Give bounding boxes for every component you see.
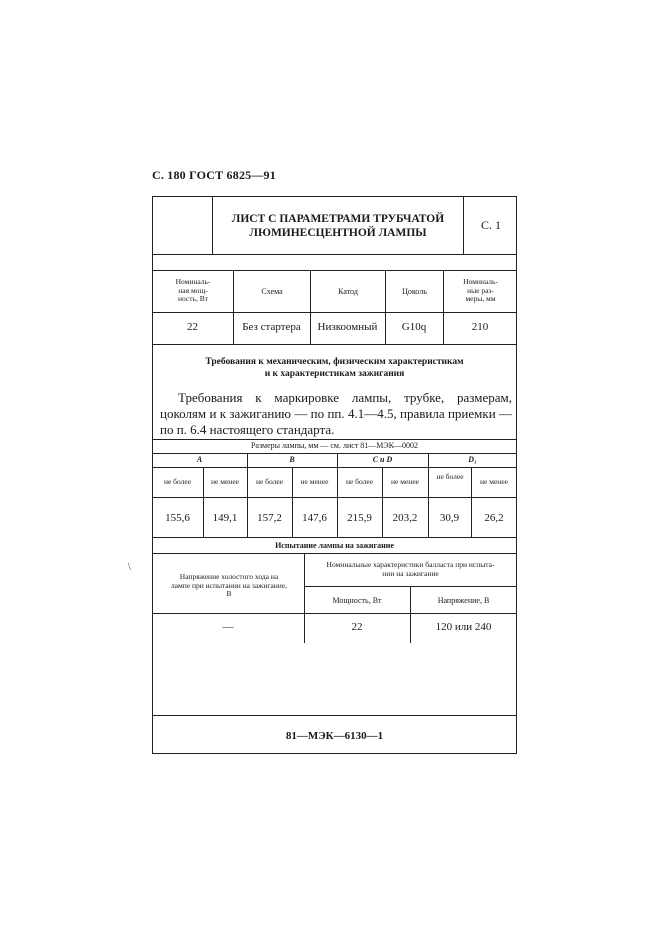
params-header-power-line1: Номиналь- (175, 277, 211, 286)
ignition-right-header-line1: Номинальные характеристики балласта при испыта- (326, 560, 495, 569)
title-line-1: ЛИСТ С ПАРАМЕТРАМИ ТРУБЧАТОЙ (231, 213, 445, 225)
dims-subheader-rule (152, 497, 517, 498)
dims-group-rule (152, 467, 517, 468)
ignition-caption: Испытание лампы на зажигание (275, 541, 394, 550)
dims-group-divider-3 (428, 453, 429, 537)
params-header-base: Цоколь (402, 287, 427, 296)
ignition-sub-divider (410, 586, 411, 643)
params-header-rule (152, 312, 517, 313)
dims-sub-b-max: не более (255, 477, 284, 486)
dims-value-b-max: 157,2 (257, 512, 282, 524)
params-bottom-rule (152, 344, 517, 345)
params-header-scheme: Схема (261, 287, 283, 296)
params-header-power (155, 278, 231, 304)
params-header-dim-line1: Номиналь- (463, 277, 498, 286)
dims-value-a-max: 155,6 (165, 512, 190, 524)
params-value-base: G10q (401, 321, 427, 333)
dims-sub-b-min: не менее (300, 477, 329, 486)
dims-value-cd-max: 215,9 (347, 512, 372, 524)
params-value-cathode: Низкоомный (317, 321, 378, 333)
ignition-right-header-line2: нии на зажигание (382, 568, 439, 578)
document-title (212, 212, 464, 240)
ignition-value-voltage-open: — (222, 621, 234, 633)
document-code-footer: 81—МЭК—6130—1 (285, 730, 384, 742)
ignition-sub-voltage: Напряжение, В (437, 596, 490, 605)
dims-caption-rule (152, 453, 517, 454)
params-value-power: 22 (187, 321, 198, 333)
requirements-title (152, 356, 517, 380)
params-header-dimensions (444, 278, 517, 304)
ignition-value-voltage: 120 или 240 (435, 621, 492, 633)
params-value-scheme: Без стартера (242, 321, 301, 333)
dims-sub-cd-min: не менее (391, 477, 419, 486)
dims-group-b: B (289, 455, 295, 464)
dims-sub-d1-max: не более (436, 472, 464, 481)
dims-group-c-d: C и D (372, 455, 393, 464)
requirements-text: Требования к маркировке лампы, трубке, размерам, цоколям и к зажиганию — по пп. 4.1—4.5, правила приемки — по п. 6.4 настоящего стандарта. (160, 390, 512, 437)
footer-rule (152, 715, 517, 716)
params-top-rule (152, 270, 517, 271)
requirements-title-line2: и к характеристикам зажигания (264, 369, 405, 379)
dims-group-d1: D₁ (468, 455, 477, 464)
title-line-2: ЛЮМИНЕСЦЕНТНОЙ ЛАМПЫ (249, 227, 427, 239)
dims-value-b-min: 147,6 (302, 512, 327, 524)
params-value-dimensions: 210 (471, 321, 489, 333)
ignition-sub-power: Мощность, Вт (332, 596, 382, 605)
page-header: С. 180 ГОСТ 6825—91 (152, 168, 276, 182)
dims-caption: Размеры лампы, мм — см. лист 81—МЭК—0002 (250, 441, 419, 450)
dims-sub-d1-min: не менее (480, 477, 508, 486)
scan-mark: \ (128, 562, 131, 573)
ignition-left-header-line3: В (226, 589, 232, 598)
ignition-caption-rule (152, 553, 517, 554)
ignition-right-header (306, 561, 515, 578)
sheet-label: С. 1 (480, 218, 501, 232)
dims-group-a: A (196, 455, 203, 464)
dims-bottom-rule (152, 537, 517, 538)
params-header-dim-line3: меры, мм (465, 294, 496, 303)
ignition-left-header-line1: Напряжение холостого хода на (179, 572, 279, 581)
dims-sub-a-min: не менее (211, 477, 239, 486)
dims-sub-a-max: не более (163, 477, 192, 486)
params-header-cathode: Катод (338, 287, 358, 296)
dims-value-cd-min: 203,2 (392, 512, 418, 524)
ignition-left-header (156, 573, 302, 599)
dims-value-d1-min: 26,2 (484, 512, 504, 524)
requirements-title-line1: Требования к механическим, физическим характеристикам (205, 357, 464, 367)
params-header-power-line3: ность, Вт (177, 294, 208, 303)
title-bottom-rule (152, 254, 517, 255)
ignition-value-power: 22 (351, 621, 363, 633)
ignition-left-header-line2: лампе при испытании на зажигание, (170, 580, 288, 590)
ignition-header-bottom-rule (152, 613, 517, 614)
params-header-dim-line2: ные раз- (467, 285, 494, 295)
dims-group-divider-2 (337, 453, 338, 537)
dims-value-d1-max: 30,9 (439, 512, 460, 524)
dims-value-a-min: 149,1 (212, 512, 238, 524)
dims-top-rule (152, 439, 517, 440)
dims-sub-cd-max: не более (345, 477, 374, 486)
params-header-power-line2: ная мощ- (178, 285, 208, 295)
dims-group-divider-1 (247, 453, 248, 537)
